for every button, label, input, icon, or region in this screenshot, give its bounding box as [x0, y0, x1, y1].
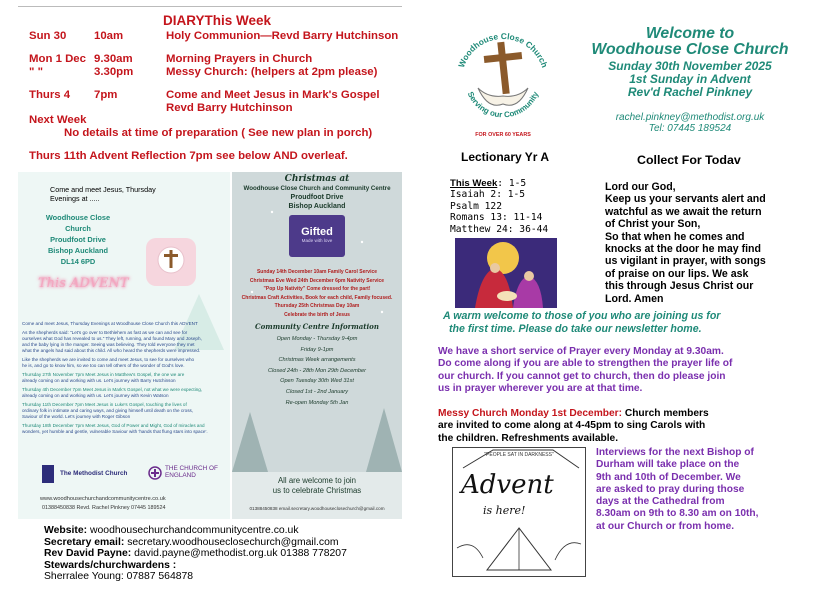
- bishop-line: Interviews for the next Bishop of: [596, 447, 754, 458]
- diary-time: 3.30pm: [94, 66, 134, 78]
- diary-date: " ": [29, 66, 43, 78]
- coe-icon: [148, 466, 162, 480]
- event-line: Thursday 25th Christmas Day 10am: [274, 303, 360, 310]
- reading: Romans 13: 11-14: [450, 212, 543, 224]
- address-line: DL14 6PD: [60, 257, 96, 266]
- flyer-footer: 01388450838 Revd. Rachel Pinkney 07445 189524: [42, 505, 166, 511]
- logo-bottom-text: Serving our Community: [465, 90, 541, 120]
- diary-date: Thurs 4: [29, 89, 71, 101]
- lectionary-title: Lectionary Yr A: [461, 150, 550, 164]
- gifted-text: Gifted: [301, 226, 333, 238]
- diary-text: Holy Communion—Revd Barry Hutchinson: [166, 30, 399, 42]
- flyer-intro: Come and meet Jesus, Thursday Evenings at .....: [50, 185, 156, 203]
- this-week-label: This Week: [450, 178, 498, 189]
- next-week-text: No details at time of preparation ( See new plan in porch): [64, 127, 373, 139]
- welcome-msg-line: the first time. Please do take our newsletter home.: [449, 322, 702, 335]
- collect-line: Lord. Amen: [605, 292, 664, 305]
- diary-time: 7pm: [94, 89, 118, 101]
- info-lines: [232, 334, 402, 408]
- body-line: he is, and go to know him, so we too can tell others of the wonder of God's love.: [22, 363, 185, 368]
- body-line: already coming on and working with us. Let's journey with Kevin Watson: [22, 393, 169, 398]
- diary-time: 10am: [94, 30, 124, 42]
- diary-date: Mon 1 Dec: [29, 53, 86, 65]
- bishop-line: 9th and 10th of December. We: [596, 471, 741, 483]
- body-line: Thursday 4th December 7pm Meet Jesus in Mark's Gospel, not what we were expecting,: [22, 387, 203, 392]
- body-line: Come and meet Jesus, Thursday Evenings at Woodhouse Close Church this ADVENT: [22, 321, 198, 326]
- collect-title: Collect For Todav: [637, 153, 741, 167]
- event-line: Celebrate the birth of Jesus: [284, 311, 350, 318]
- service-date: Sunday 30th November 2025: [608, 59, 772, 73]
- info-line: Open Tuesday 30th Wed 31st: [280, 378, 354, 385]
- body-line: Thursday 11th December 7pm Meet Jesus in Luke's Gospel, touching the lives of: [22, 402, 187, 407]
- nativity-image: [455, 238, 557, 308]
- event-line: Christmas Eve Wed 24th December 6pm Nativity Service: [249, 277, 385, 284]
- prayer-line: We have a short service of Prayer every Monday at 9.30am.: [438, 346, 724, 357]
- address-line: Church: [65, 224, 91, 233]
- messy-text: the children. Refreshments available.: [438, 432, 619, 444]
- next-week-label: Next Week: [29, 114, 87, 126]
- collect-line: of Christ your Son,: [605, 218, 701, 231]
- minister-value: david.payne@methodist.org.uk 01388 778207: [134, 548, 347, 560]
- info-line: Open Monday - Thursday 9-4pm: [276, 336, 358, 342]
- steward-value: Sherralee Young: 07887 564878: [44, 571, 194, 583]
- website-value: woodhousechurchandcommunitycentre.co.uk: [90, 525, 299, 536]
- collect-prayer: [605, 181, 766, 305]
- advent-flyer: [18, 172, 230, 519]
- collect-line: us vigilant in prayer, with songs: [605, 255, 766, 268]
- body-line: what the angels had said about this child. All who heard the shepherds were impressed.: [22, 348, 201, 353]
- service-info: [572, 60, 808, 98]
- collect-line: Lord our God,: [605, 181, 676, 193]
- diary-text: Messy Church: (helpers at 2pm please): [166, 66, 378, 78]
- minister-label: Rev David Payne:: [44, 548, 132, 560]
- welcome-msg-line: A warm welcome to those of you who are joining us for: [443, 310, 721, 322]
- diary-text: Morning Prayers in Church: [166, 53, 313, 65]
- info-line: Re-open Monday 5th Jan: [285, 399, 349, 406]
- collect-line: of praise on our lips. We ask: [605, 267, 749, 280]
- church-logo: [448, 18, 558, 144]
- gifted-sub: Made with love: [301, 238, 333, 243]
- flyer-address: [28, 212, 128, 267]
- stewards-label: Stewards/churchwardens :: [44, 559, 177, 571]
- advent-sub: is here!: [483, 504, 526, 517]
- this-week-value: : 1-5: [497, 178, 527, 189]
- advent-sketch: [453, 448, 585, 576]
- methodist-cross-icon: [42, 465, 54, 483]
- advent-reflection: Thurs 11th Advent Reflection 7pm see below AND overleaf.: [29, 150, 348, 162]
- messy-church: [438, 408, 709, 445]
- collect-line: knocks at the door he may find: [605, 243, 761, 256]
- info-line: Closed 1st - 2nd January: [285, 388, 349, 395]
- bishop-line: Durham will take place on the: [596, 459, 740, 471]
- welcome-line: us to celebrate Christmas: [272, 486, 362, 495]
- christmas-street: Proudfoot Drive: [290, 194, 344, 201]
- welcome-message: [443, 310, 720, 335]
- welcome-line: All are welcome to join: [277, 476, 356, 485]
- flyer-welcome: [232, 476, 402, 496]
- reading: Isaiah 2: 1-5: [450, 189, 526, 201]
- body-line: As the shepherds said: "Let's go over to Bethlehem as fast as we can and see for: [22, 330, 188, 335]
- christmas-flyer: [232, 172, 402, 519]
- email-value: secretary.woodhouseclosechurch@gmail.com: [127, 536, 339, 548]
- advent-word: Advent: [461, 470, 554, 500]
- top-rule: [18, 6, 402, 7]
- body-line: ourselves what God has revealed to us." They left, running, and found Mary and Joseph,: [22, 336, 202, 341]
- christmas-footer: 01388450838 email.secretary.woodhouseclosechurch@gmail.com: [249, 506, 385, 511]
- logo-years: FOR OVER 60 YEARS: [475, 132, 531, 138]
- body-line: wonders, yet humble and gentle, vulnerable Saviour with 'hands that flung stars into space'.: [22, 429, 208, 434]
- welcome-header: [572, 26, 808, 58]
- christmas-events: [234, 268, 400, 320]
- contacts: [44, 525, 347, 583]
- christmas-subtitle: Woodhouse Close Church and Community Centre: [243, 185, 391, 192]
- bishop-interviews: [596, 447, 758, 533]
- info-line: Friday 9-1pm: [300, 346, 334, 353]
- prayer-message: [438, 346, 732, 395]
- body-line: ordinary folk in intimate and caring ways, and giving himself until death on the cross,: [22, 408, 194, 413]
- messy-label: Messy Church Monday 1st December:: [438, 408, 622, 419]
- flyer-body: [22, 321, 228, 435]
- prayer-line: Do come along if you are able to strengthen the prayer life of: [438, 358, 733, 370]
- service-occasion: 1st Sunday in Advent: [629, 71, 751, 86]
- gifted-logo: [289, 215, 345, 257]
- email-label: Secretary email:: [44, 536, 125, 548]
- christmas-title: Christmas at: [284, 174, 350, 184]
- cross-icon: [146, 238, 196, 286]
- messy-text: are invited to come along at 4-45pm to sing Carols with: [438, 420, 706, 432]
- event-line: Christmas Craft Activities, Book for each child, Family focused.: [241, 294, 393, 301]
- readings: [450, 178, 548, 235]
- reading: Psalm 122: [450, 200, 502, 212]
- cross-hands-icon: [478, 42, 528, 106]
- diary-text: Come and Meet Jesus in Mark's Gospel: [166, 89, 380, 101]
- flyer-website: www.woodhousechurchandcommunitycentre.co.uk: [40, 496, 166, 502]
- advent-image: [452, 447, 586, 577]
- bishop-line: days at the Cathedral from: [596, 496, 725, 508]
- event-line: "Pop Up Nativity" Come dressed for the part!: [263, 286, 371, 293]
- event-line: Sunday 14th December 10am Family Carol Service: [256, 269, 378, 275]
- prayer-line: our church. If you cannot get to church, then do please join: [438, 370, 726, 382]
- methodist-label: The Methodist Church: [60, 470, 128, 477]
- service-minister: Rev'd Rachel Pinkney: [627, 84, 753, 99]
- info-line: Closed 24th - 28th Mon 29th December: [268, 367, 366, 374]
- minister-tel: Tel: 07445 189524: [648, 123, 732, 134]
- welcome-line1: Welcome to: [645, 25, 735, 42]
- collect-line: this through Jesus Christ our: [605, 280, 754, 293]
- body-line: Like the shepherds we are invited to come and meet Jesus, to see for ourselves who: [22, 357, 195, 362]
- info-title: Community Centre Information: [255, 322, 379, 331]
- reading: Matthew 24: 36-44: [450, 223, 549, 235]
- this-advent-title: This ADVENT: [38, 276, 129, 291]
- advent-top-text: "PEOPLE SAT IN DARKNESS": [484, 452, 554, 458]
- body-line: already coming on and working with us. Let's journey with Barry Hutchinson: [22, 378, 176, 383]
- logo-top-text: Woodhouse Close Church: [456, 30, 550, 69]
- welcome-line2: Woodhouse Close Church: [591, 41, 789, 58]
- prayer-line: us in prayer wherever you are at that time.: [438, 382, 643, 394]
- body-line: Thursday 27th November 7pm Meet Jesus in Matthew's Gospel, the one we are: [22, 372, 185, 377]
- diary-text: Revd Barry Hutchinson: [166, 102, 293, 114]
- bishop-line: at our Church or from home.: [596, 520, 735, 532]
- church-logo-badge: [146, 238, 196, 286]
- christmas-town: Bishop Auckland: [288, 203, 346, 210]
- bishop-line: 8.30am on 9th to 8.30 am on 10th,: [596, 508, 759, 520]
- collect-line: Keep us your servants alert and: [605, 193, 766, 206]
- coe-label: THE CHURCH OF ENGLAND: [165, 465, 218, 480]
- website-label: Website:: [44, 525, 88, 536]
- collect-line: watchful as we await the return: [605, 205, 762, 218]
- diary-date: Sun 30: [29, 30, 67, 42]
- address-line: Bishop Auckland: [47, 246, 109, 255]
- body-line: Thursday 18th December 7pm Meet Jesus, God of Power and Might, God of miracles and: [22, 423, 205, 428]
- bishop-line: are asked to pray during those: [596, 483, 745, 495]
- info-line: Christmas Week arrangements: [278, 357, 356, 364]
- body-line: Saviour of the world. Let's journey with Roger Gibson: [22, 414, 131, 419]
- body-line: and the baby lying in the manger. Seeing was believing. They told everyone they met: [22, 342, 195, 347]
- minister-email: rachel.pinkney@methodist.org.uk: [615, 112, 765, 123]
- address-line: Woodhouse Close: [45, 213, 111, 222]
- address-line: Proudfoot Drive: [50, 235, 106, 244]
- diary-time: 9.30am: [94, 53, 133, 65]
- messy-text: Church members: [622, 408, 709, 419]
- minister-contact: [572, 112, 808, 134]
- diary-title: DIARYThis Week: [163, 13, 272, 28]
- collect-line: So that when he comes and: [605, 230, 745, 243]
